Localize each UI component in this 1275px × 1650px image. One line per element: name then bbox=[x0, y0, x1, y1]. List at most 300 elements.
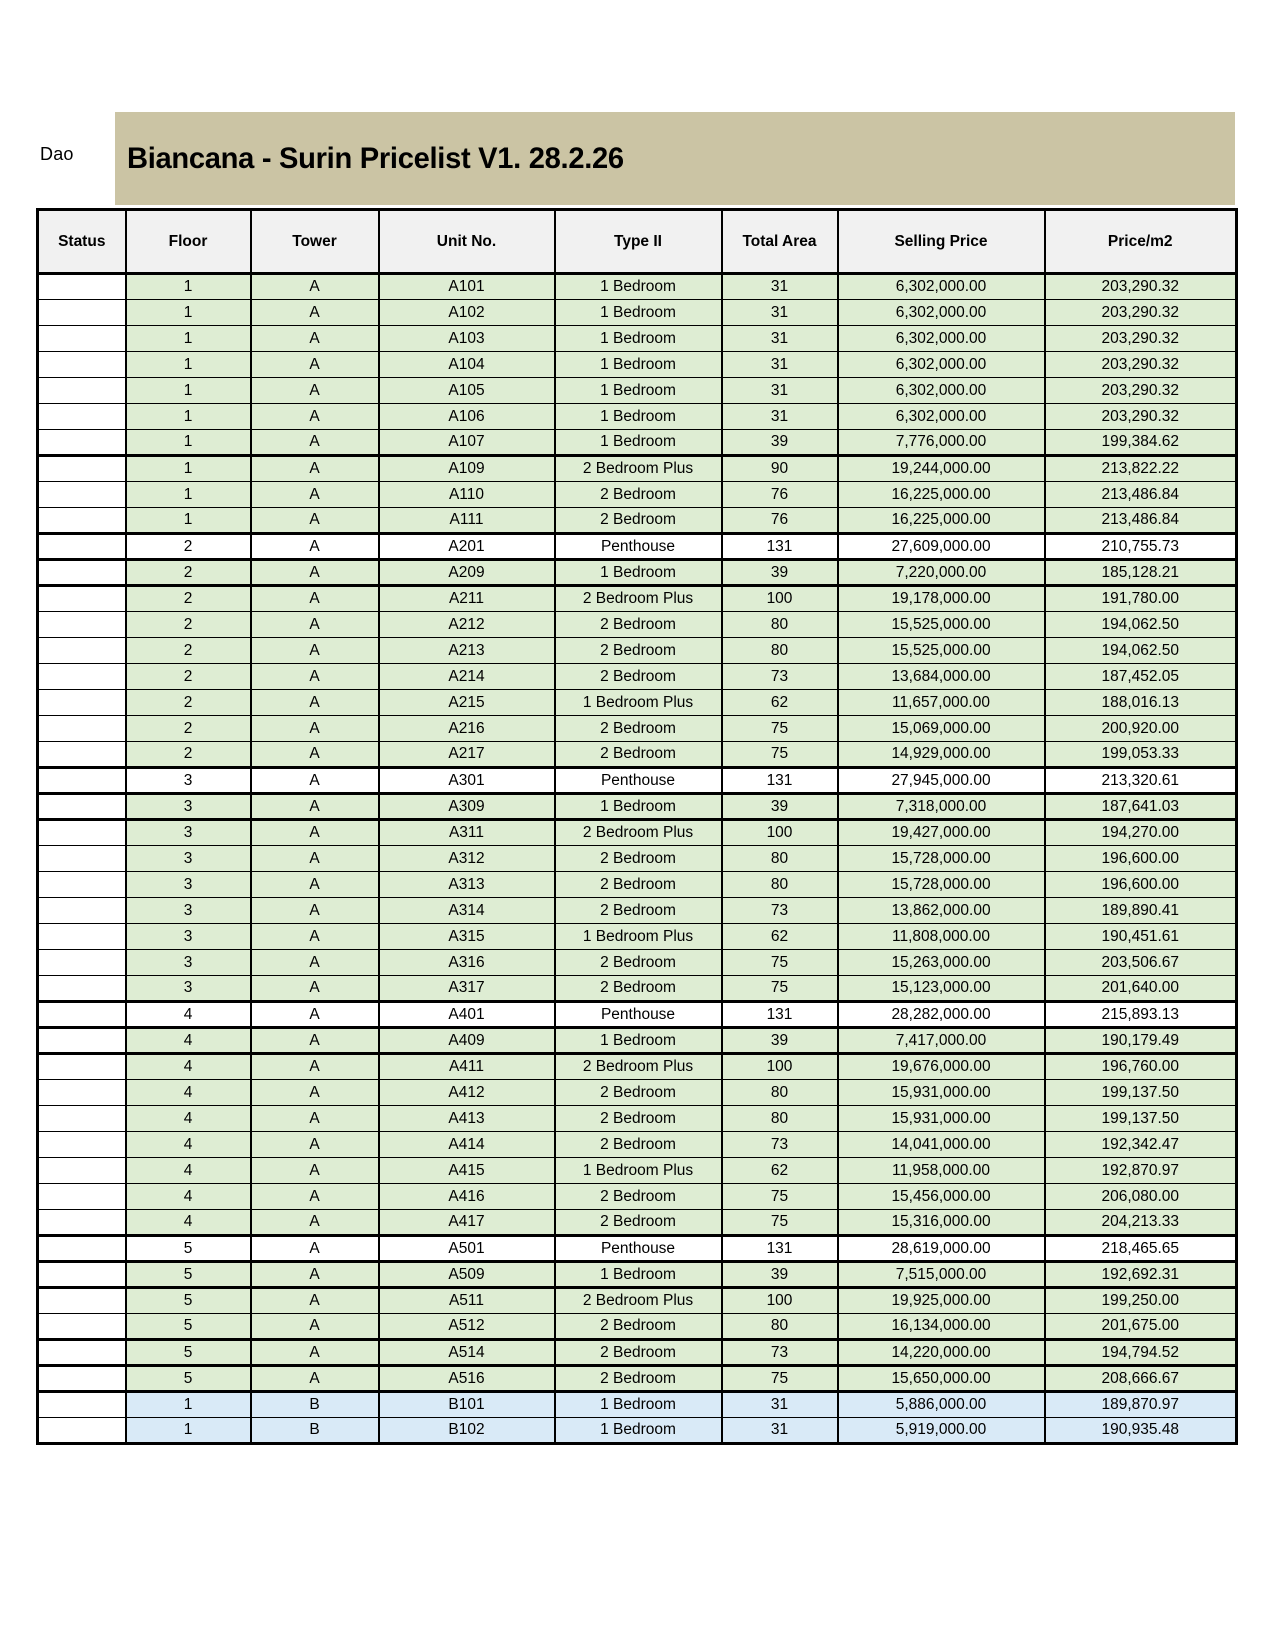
cell-selling-price: 15,525,000.00 bbox=[838, 612, 1045, 638]
cell-tower: A bbox=[251, 690, 379, 716]
cell-total-area: 73 bbox=[722, 1340, 838, 1366]
cell-unit: A411 bbox=[379, 1054, 555, 1080]
cell-selling-price: 16,225,000.00 bbox=[838, 482, 1045, 508]
cell-status bbox=[38, 586, 126, 612]
cell-unit: A109 bbox=[379, 456, 555, 482]
cell-unit: A215 bbox=[379, 690, 555, 716]
cell-total-area: 100 bbox=[722, 1288, 838, 1314]
cell-selling-price: 16,225,000.00 bbox=[838, 508, 1045, 534]
cell-status bbox=[38, 1184, 126, 1210]
cell-unit: A314 bbox=[379, 898, 555, 924]
table-row bbox=[38, 1002, 1237, 1028]
cell-status bbox=[38, 976, 126, 1002]
cell-type: 1 Bedroom bbox=[555, 560, 722, 586]
cell-type: 1 Bedroom bbox=[555, 1392, 722, 1418]
table-row bbox=[38, 820, 1237, 846]
cell-floor: 1 bbox=[126, 1418, 251, 1444]
cell-selling-price: 15,316,000.00 bbox=[838, 1210, 1045, 1236]
cell-total-area: 90 bbox=[722, 456, 838, 482]
cell-type: 2 Bedroom bbox=[555, 846, 722, 872]
cell-unit: B101 bbox=[379, 1392, 555, 1418]
cell-selling-price: 15,728,000.00 bbox=[838, 872, 1045, 898]
cell-type: 1 Bedroom bbox=[555, 430, 722, 456]
cell-price-m2: 213,822.22 bbox=[1045, 456, 1237, 482]
cell-status bbox=[38, 1106, 126, 1132]
cell-status bbox=[38, 924, 126, 950]
cell-total-area: 80 bbox=[722, 1106, 838, 1132]
cell-unit: A214 bbox=[379, 664, 555, 690]
cell-tower: A bbox=[251, 326, 379, 352]
cell-total-area: 39 bbox=[722, 1262, 838, 1288]
cell-total-area: 31 bbox=[722, 378, 838, 404]
cell-selling-price: 19,427,000.00 bbox=[838, 820, 1045, 846]
table-row bbox=[38, 742, 1237, 768]
cell-unit: A313 bbox=[379, 872, 555, 898]
cell-type: 1 Bedroom bbox=[555, 378, 722, 404]
cell-total-area: 76 bbox=[722, 482, 838, 508]
cell-status bbox=[38, 1028, 126, 1054]
cell-floor: 4 bbox=[126, 1080, 251, 1106]
table-header-row bbox=[38, 210, 1237, 274]
cell-floor: 5 bbox=[126, 1314, 251, 1340]
cell-tower: A bbox=[251, 612, 379, 638]
cell-tower: A bbox=[251, 1184, 379, 1210]
cell-unit: A309 bbox=[379, 794, 555, 820]
cell-type: 2 Bedroom bbox=[555, 482, 722, 508]
cell-status bbox=[38, 612, 126, 638]
cell-status bbox=[38, 1080, 126, 1106]
cell-unit: A417 bbox=[379, 1210, 555, 1236]
cell-tower: A bbox=[251, 794, 379, 820]
cell-price-m2: 213,320.61 bbox=[1045, 768, 1237, 794]
table-row bbox=[38, 924, 1237, 950]
cell-unit: A212 bbox=[379, 612, 555, 638]
table-row bbox=[38, 1184, 1237, 1210]
column-header-floor: Floor bbox=[126, 210, 251, 274]
cell-floor: 5 bbox=[126, 1236, 251, 1262]
cell-type: 1 Bedroom bbox=[555, 274, 722, 300]
table-row bbox=[38, 1288, 1237, 1314]
cell-price-m2: 196,600.00 bbox=[1045, 846, 1237, 872]
cell-selling-price: 14,929,000.00 bbox=[838, 742, 1045, 768]
cell-total-area: 73 bbox=[722, 664, 838, 690]
cell-type: 2 Bedroom bbox=[555, 1132, 722, 1158]
cell-type: 1 Bedroom Plus bbox=[555, 690, 722, 716]
cell-price-m2: 196,760.00 bbox=[1045, 1054, 1237, 1080]
cell-selling-price: 15,123,000.00 bbox=[838, 976, 1045, 1002]
column-header-status: Status bbox=[38, 210, 126, 274]
cell-unit: A317 bbox=[379, 976, 555, 1002]
cell-floor: 4 bbox=[126, 1002, 251, 1028]
cell-unit: A311 bbox=[379, 820, 555, 846]
cell-floor: 3 bbox=[126, 872, 251, 898]
table-row bbox=[38, 1392, 1237, 1418]
cell-selling-price: 15,069,000.00 bbox=[838, 716, 1045, 742]
cell-unit: A107 bbox=[379, 430, 555, 456]
cell-type: 2 Bedroom Plus bbox=[555, 820, 722, 846]
cell-unit: A110 bbox=[379, 482, 555, 508]
cell-floor: 1 bbox=[126, 508, 251, 534]
cell-type: 1 Bedroom Plus bbox=[555, 1158, 722, 1184]
cell-unit: A315 bbox=[379, 924, 555, 950]
cell-status bbox=[38, 1262, 126, 1288]
cell-tower: A bbox=[251, 1236, 379, 1262]
cell-status bbox=[38, 872, 126, 898]
cell-price-m2: 188,016.13 bbox=[1045, 690, 1237, 716]
cell-unit: A111 bbox=[379, 508, 555, 534]
cell-price-m2: 190,451.61 bbox=[1045, 924, 1237, 950]
cell-tower: A bbox=[251, 1210, 379, 1236]
cell-tower: A bbox=[251, 768, 379, 794]
cell-unit: A414 bbox=[379, 1132, 555, 1158]
cell-status bbox=[38, 1314, 126, 1340]
cell-unit: A213 bbox=[379, 638, 555, 664]
cell-floor: 1 bbox=[126, 378, 251, 404]
cell-price-m2: 185,128.21 bbox=[1045, 560, 1237, 586]
cell-floor: 1 bbox=[126, 300, 251, 326]
table-row bbox=[38, 456, 1237, 482]
cell-tower: A bbox=[251, 924, 379, 950]
cell-floor: 1 bbox=[126, 352, 251, 378]
cell-floor: 2 bbox=[126, 742, 251, 768]
cell-total-area: 62 bbox=[722, 690, 838, 716]
cell-total-area: 39 bbox=[722, 1028, 838, 1054]
table-row bbox=[38, 898, 1237, 924]
cell-selling-price: 19,676,000.00 bbox=[838, 1054, 1045, 1080]
table-row bbox=[38, 508, 1237, 534]
cell-selling-price: 5,886,000.00 bbox=[838, 1392, 1045, 1418]
cell-total-area: 39 bbox=[722, 794, 838, 820]
cell-total-area: 100 bbox=[722, 820, 838, 846]
cell-tower: A bbox=[251, 1314, 379, 1340]
cell-floor: 3 bbox=[126, 924, 251, 950]
cell-tower: B bbox=[251, 1392, 379, 1418]
cell-floor: 1 bbox=[126, 326, 251, 352]
cell-unit: A105 bbox=[379, 378, 555, 404]
cell-total-area: 31 bbox=[722, 352, 838, 378]
cell-unit: A201 bbox=[379, 534, 555, 560]
table-row bbox=[38, 664, 1237, 690]
cell-status bbox=[38, 846, 126, 872]
cell-unit: A501 bbox=[379, 1236, 555, 1262]
cell-floor: 3 bbox=[126, 768, 251, 794]
cell-tower: A bbox=[251, 508, 379, 534]
cell-floor: 1 bbox=[126, 404, 251, 430]
cell-tower: A bbox=[251, 534, 379, 560]
cell-type: 2 Bedroom Plus bbox=[555, 1054, 722, 1080]
cell-unit: A101 bbox=[379, 274, 555, 300]
cell-type: 2 Bedroom bbox=[555, 898, 722, 924]
cell-type: Penthouse bbox=[555, 768, 722, 794]
cell-selling-price: 11,657,000.00 bbox=[838, 690, 1045, 716]
table-row bbox=[38, 534, 1237, 560]
cell-tower: A bbox=[251, 1054, 379, 1080]
cell-unit: A409 bbox=[379, 1028, 555, 1054]
cell-tower: A bbox=[251, 1340, 379, 1366]
cell-selling-price: 15,525,000.00 bbox=[838, 638, 1045, 664]
cell-type: 2 Bedroom bbox=[555, 742, 722, 768]
cell-price-m2: 191,780.00 bbox=[1045, 586, 1237, 612]
cell-type: 2 Bedroom bbox=[555, 612, 722, 638]
cell-status bbox=[38, 378, 126, 404]
cell-floor: 4 bbox=[126, 1184, 251, 1210]
cell-unit: A416 bbox=[379, 1184, 555, 1210]
page-title: Biancana - Surin Pricelist V1. 28.2.26 bbox=[127, 141, 624, 175]
cell-selling-price: 27,609,000.00 bbox=[838, 534, 1045, 560]
cell-total-area: 31 bbox=[722, 300, 838, 326]
cell-total-area: 131 bbox=[722, 534, 838, 560]
cell-total-area: 75 bbox=[722, 1366, 838, 1392]
cell-tower: A bbox=[251, 742, 379, 768]
table-row bbox=[38, 326, 1237, 352]
cell-type: 1 Bedroom bbox=[555, 404, 722, 430]
cell-selling-price: 15,728,000.00 bbox=[838, 846, 1045, 872]
cell-floor: 4 bbox=[126, 1158, 251, 1184]
cell-tower: A bbox=[251, 872, 379, 898]
cell-price-m2: 203,290.32 bbox=[1045, 352, 1237, 378]
cell-tower: A bbox=[251, 430, 379, 456]
cell-status bbox=[38, 1418, 126, 1444]
cell-total-area: 80 bbox=[722, 638, 838, 664]
cell-type: 2 Bedroom Plus bbox=[555, 456, 722, 482]
cell-selling-price: 7,318,000.00 bbox=[838, 794, 1045, 820]
cell-price-m2: 187,452.05 bbox=[1045, 664, 1237, 690]
cell-selling-price: 15,931,000.00 bbox=[838, 1106, 1045, 1132]
cell-status bbox=[38, 1002, 126, 1028]
cell-total-area: 80 bbox=[722, 872, 838, 898]
cell-status bbox=[38, 690, 126, 716]
cell-price-m2: 199,250.00 bbox=[1045, 1288, 1237, 1314]
cell-price-m2: 201,675.00 bbox=[1045, 1314, 1237, 1340]
cell-price-m2: 192,342.47 bbox=[1045, 1132, 1237, 1158]
column-header-type: Type II bbox=[555, 210, 722, 274]
cell-floor: 3 bbox=[126, 846, 251, 872]
table-row bbox=[38, 950, 1237, 976]
cell-selling-price: 19,178,000.00 bbox=[838, 586, 1045, 612]
cell-floor: 1 bbox=[126, 430, 251, 456]
cell-price-m2: 194,062.50 bbox=[1045, 638, 1237, 664]
cell-price-m2: 194,270.00 bbox=[1045, 820, 1237, 846]
corner-label: Dao bbox=[40, 144, 74, 164]
cell-type: 2 Bedroom bbox=[555, 508, 722, 534]
cell-status bbox=[38, 1158, 126, 1184]
cell-unit: A412 bbox=[379, 1080, 555, 1106]
cell-type: Penthouse bbox=[555, 1236, 722, 1262]
cell-floor: 5 bbox=[126, 1340, 251, 1366]
cell-price-m2: 199,053.33 bbox=[1045, 742, 1237, 768]
cell-total-area: 131 bbox=[722, 1236, 838, 1262]
cell-total-area: 75 bbox=[722, 976, 838, 1002]
cell-total-area: 80 bbox=[722, 846, 838, 872]
cell-total-area: 31 bbox=[722, 326, 838, 352]
table-row bbox=[38, 1236, 1237, 1262]
cell-status bbox=[38, 1236, 126, 1262]
cell-tower: A bbox=[251, 820, 379, 846]
cell-selling-price: 28,619,000.00 bbox=[838, 1236, 1045, 1262]
cell-floor: 2 bbox=[126, 690, 251, 716]
cell-type: 2 Bedroom bbox=[555, 976, 722, 1002]
cell-unit: A509 bbox=[379, 1262, 555, 1288]
cell-unit: A511 bbox=[379, 1288, 555, 1314]
cell-status bbox=[38, 508, 126, 534]
cell-price-m2: 208,666.67 bbox=[1045, 1366, 1237, 1392]
cell-status bbox=[38, 950, 126, 976]
cell-selling-price: 13,684,000.00 bbox=[838, 664, 1045, 690]
cell-price-m2: 200,920.00 bbox=[1045, 716, 1237, 742]
cell-type: 2 Bedroom Plus bbox=[555, 1288, 722, 1314]
cell-price-m2: 199,384.62 bbox=[1045, 430, 1237, 456]
cell-total-area: 100 bbox=[722, 586, 838, 612]
cell-selling-price: 15,456,000.00 bbox=[838, 1184, 1045, 1210]
cell-selling-price: 6,302,000.00 bbox=[838, 326, 1045, 352]
cell-type: 2 Bedroom bbox=[555, 664, 722, 690]
cell-price-m2: 210,755.73 bbox=[1045, 534, 1237, 560]
cell-price-m2: 213,486.84 bbox=[1045, 482, 1237, 508]
cell-tower: A bbox=[251, 300, 379, 326]
cell-selling-price: 7,417,000.00 bbox=[838, 1028, 1045, 1054]
cell-total-area: 75 bbox=[722, 950, 838, 976]
cell-price-m2: 194,062.50 bbox=[1045, 612, 1237, 638]
cell-floor: 2 bbox=[126, 534, 251, 560]
table-row bbox=[38, 794, 1237, 820]
cell-tower: A bbox=[251, 950, 379, 976]
cell-total-area: 80 bbox=[722, 1080, 838, 1106]
cell-tower: A bbox=[251, 846, 379, 872]
cell-selling-price: 5,919,000.00 bbox=[838, 1418, 1045, 1444]
cell-selling-price: 11,958,000.00 bbox=[838, 1158, 1045, 1184]
cell-status bbox=[38, 560, 126, 586]
cell-unit: A102 bbox=[379, 300, 555, 326]
cell-type: 2 Bedroom bbox=[555, 1106, 722, 1132]
table-row bbox=[38, 872, 1237, 898]
pricelist-table bbox=[36, 208, 1238, 1445]
cell-status bbox=[38, 352, 126, 378]
cell-unit: A316 bbox=[379, 950, 555, 976]
table-row bbox=[38, 378, 1237, 404]
cell-selling-price: 19,925,000.00 bbox=[838, 1288, 1045, 1314]
cell-tower: A bbox=[251, 1106, 379, 1132]
cell-status bbox=[38, 716, 126, 742]
cell-unit: A413 bbox=[379, 1106, 555, 1132]
cell-status bbox=[38, 742, 126, 768]
table-row bbox=[38, 274, 1237, 300]
cell-unit: A301 bbox=[379, 768, 555, 794]
cell-selling-price: 14,220,000.00 bbox=[838, 1340, 1045, 1366]
cell-floor: 3 bbox=[126, 976, 251, 1002]
cell-floor: 4 bbox=[126, 1132, 251, 1158]
cell-unit: A312 bbox=[379, 846, 555, 872]
cell-type: 1 Bedroom bbox=[555, 794, 722, 820]
cell-total-area: 131 bbox=[722, 768, 838, 794]
cell-type: 1 Bedroom bbox=[555, 326, 722, 352]
cell-selling-price: 7,776,000.00 bbox=[838, 430, 1045, 456]
cell-tower: A bbox=[251, 586, 379, 612]
cell-price-m2: 189,890.41 bbox=[1045, 898, 1237, 924]
cell-status bbox=[38, 326, 126, 352]
cell-price-m2: 213,486.84 bbox=[1045, 508, 1237, 534]
cell-unit: A106 bbox=[379, 404, 555, 430]
cell-selling-price: 6,302,000.00 bbox=[838, 404, 1045, 430]
cell-status bbox=[38, 1340, 126, 1366]
cell-price-m2: 192,870.97 bbox=[1045, 1158, 1237, 1184]
table-row bbox=[38, 1366, 1237, 1392]
table-row bbox=[38, 1054, 1237, 1080]
cell-type: 2 Bedroom bbox=[555, 716, 722, 742]
cell-type: Penthouse bbox=[555, 534, 722, 560]
cell-price-m2: 203,290.32 bbox=[1045, 274, 1237, 300]
cell-total-area: 31 bbox=[722, 404, 838, 430]
cell-floor: 3 bbox=[126, 950, 251, 976]
cell-selling-price: 27,945,000.00 bbox=[838, 768, 1045, 794]
cell-floor: 5 bbox=[126, 1288, 251, 1314]
column-header-unit: Unit No. bbox=[379, 210, 555, 274]
cell-floor: 2 bbox=[126, 716, 251, 742]
cell-status bbox=[38, 534, 126, 560]
cell-type: 1 Bedroom bbox=[555, 1418, 722, 1444]
cell-total-area: 80 bbox=[722, 612, 838, 638]
table-row bbox=[38, 1080, 1237, 1106]
cell-price-m2: 187,641.03 bbox=[1045, 794, 1237, 820]
table-row bbox=[38, 1314, 1237, 1340]
cell-price-m2: 199,137.50 bbox=[1045, 1106, 1237, 1132]
column-header-tower: Tower bbox=[251, 210, 379, 274]
cell-price-m2: 192,692.31 bbox=[1045, 1262, 1237, 1288]
cell-status bbox=[38, 274, 126, 300]
cell-status bbox=[38, 1392, 126, 1418]
cell-tower: A bbox=[251, 664, 379, 690]
table-row bbox=[38, 430, 1237, 456]
cell-selling-price: 6,302,000.00 bbox=[838, 300, 1045, 326]
cell-tower: A bbox=[251, 378, 379, 404]
cell-selling-price: 11,808,000.00 bbox=[838, 924, 1045, 950]
cell-price-m2: 201,640.00 bbox=[1045, 976, 1237, 1002]
cell-unit: A104 bbox=[379, 352, 555, 378]
column-header-price-m2: Price/m2 bbox=[1045, 210, 1237, 274]
cell-price-m2: 190,179.49 bbox=[1045, 1028, 1237, 1054]
cell-status bbox=[38, 456, 126, 482]
cell-floor: 1 bbox=[126, 456, 251, 482]
cell-status bbox=[38, 898, 126, 924]
cell-total-area: 39 bbox=[722, 560, 838, 586]
column-header-total-area: Total Area bbox=[722, 210, 838, 274]
cell-tower: A bbox=[251, 1158, 379, 1184]
cell-type: 2 Bedroom bbox=[555, 950, 722, 976]
cell-type: Penthouse bbox=[555, 1002, 722, 1028]
cell-price-m2: 204,213.33 bbox=[1045, 1210, 1237, 1236]
cell-unit: B102 bbox=[379, 1418, 555, 1444]
column-header-selling-price: Selling Price bbox=[838, 210, 1045, 274]
cell-total-area: 76 bbox=[722, 508, 838, 534]
cell-type: 1 Bedroom bbox=[555, 1028, 722, 1054]
cell-selling-price: 6,302,000.00 bbox=[838, 274, 1045, 300]
cell-selling-price: 15,650,000.00 bbox=[838, 1366, 1045, 1392]
cell-type: 1 Bedroom bbox=[555, 352, 722, 378]
cell-floor: 2 bbox=[126, 560, 251, 586]
cell-price-m2: 199,137.50 bbox=[1045, 1080, 1237, 1106]
table-row bbox=[38, 1132, 1237, 1158]
cell-unit: A103 bbox=[379, 326, 555, 352]
cell-floor: 2 bbox=[126, 612, 251, 638]
cell-floor: 5 bbox=[126, 1366, 251, 1392]
title-bar bbox=[115, 112, 1235, 205]
cell-unit: A211 bbox=[379, 586, 555, 612]
cell-price-m2: 203,290.32 bbox=[1045, 378, 1237, 404]
cell-total-area: 31 bbox=[722, 274, 838, 300]
cell-tower: B bbox=[251, 1418, 379, 1444]
cell-unit: A516 bbox=[379, 1366, 555, 1392]
cell-price-m2: 203,290.32 bbox=[1045, 404, 1237, 430]
cell-tower: A bbox=[251, 404, 379, 430]
